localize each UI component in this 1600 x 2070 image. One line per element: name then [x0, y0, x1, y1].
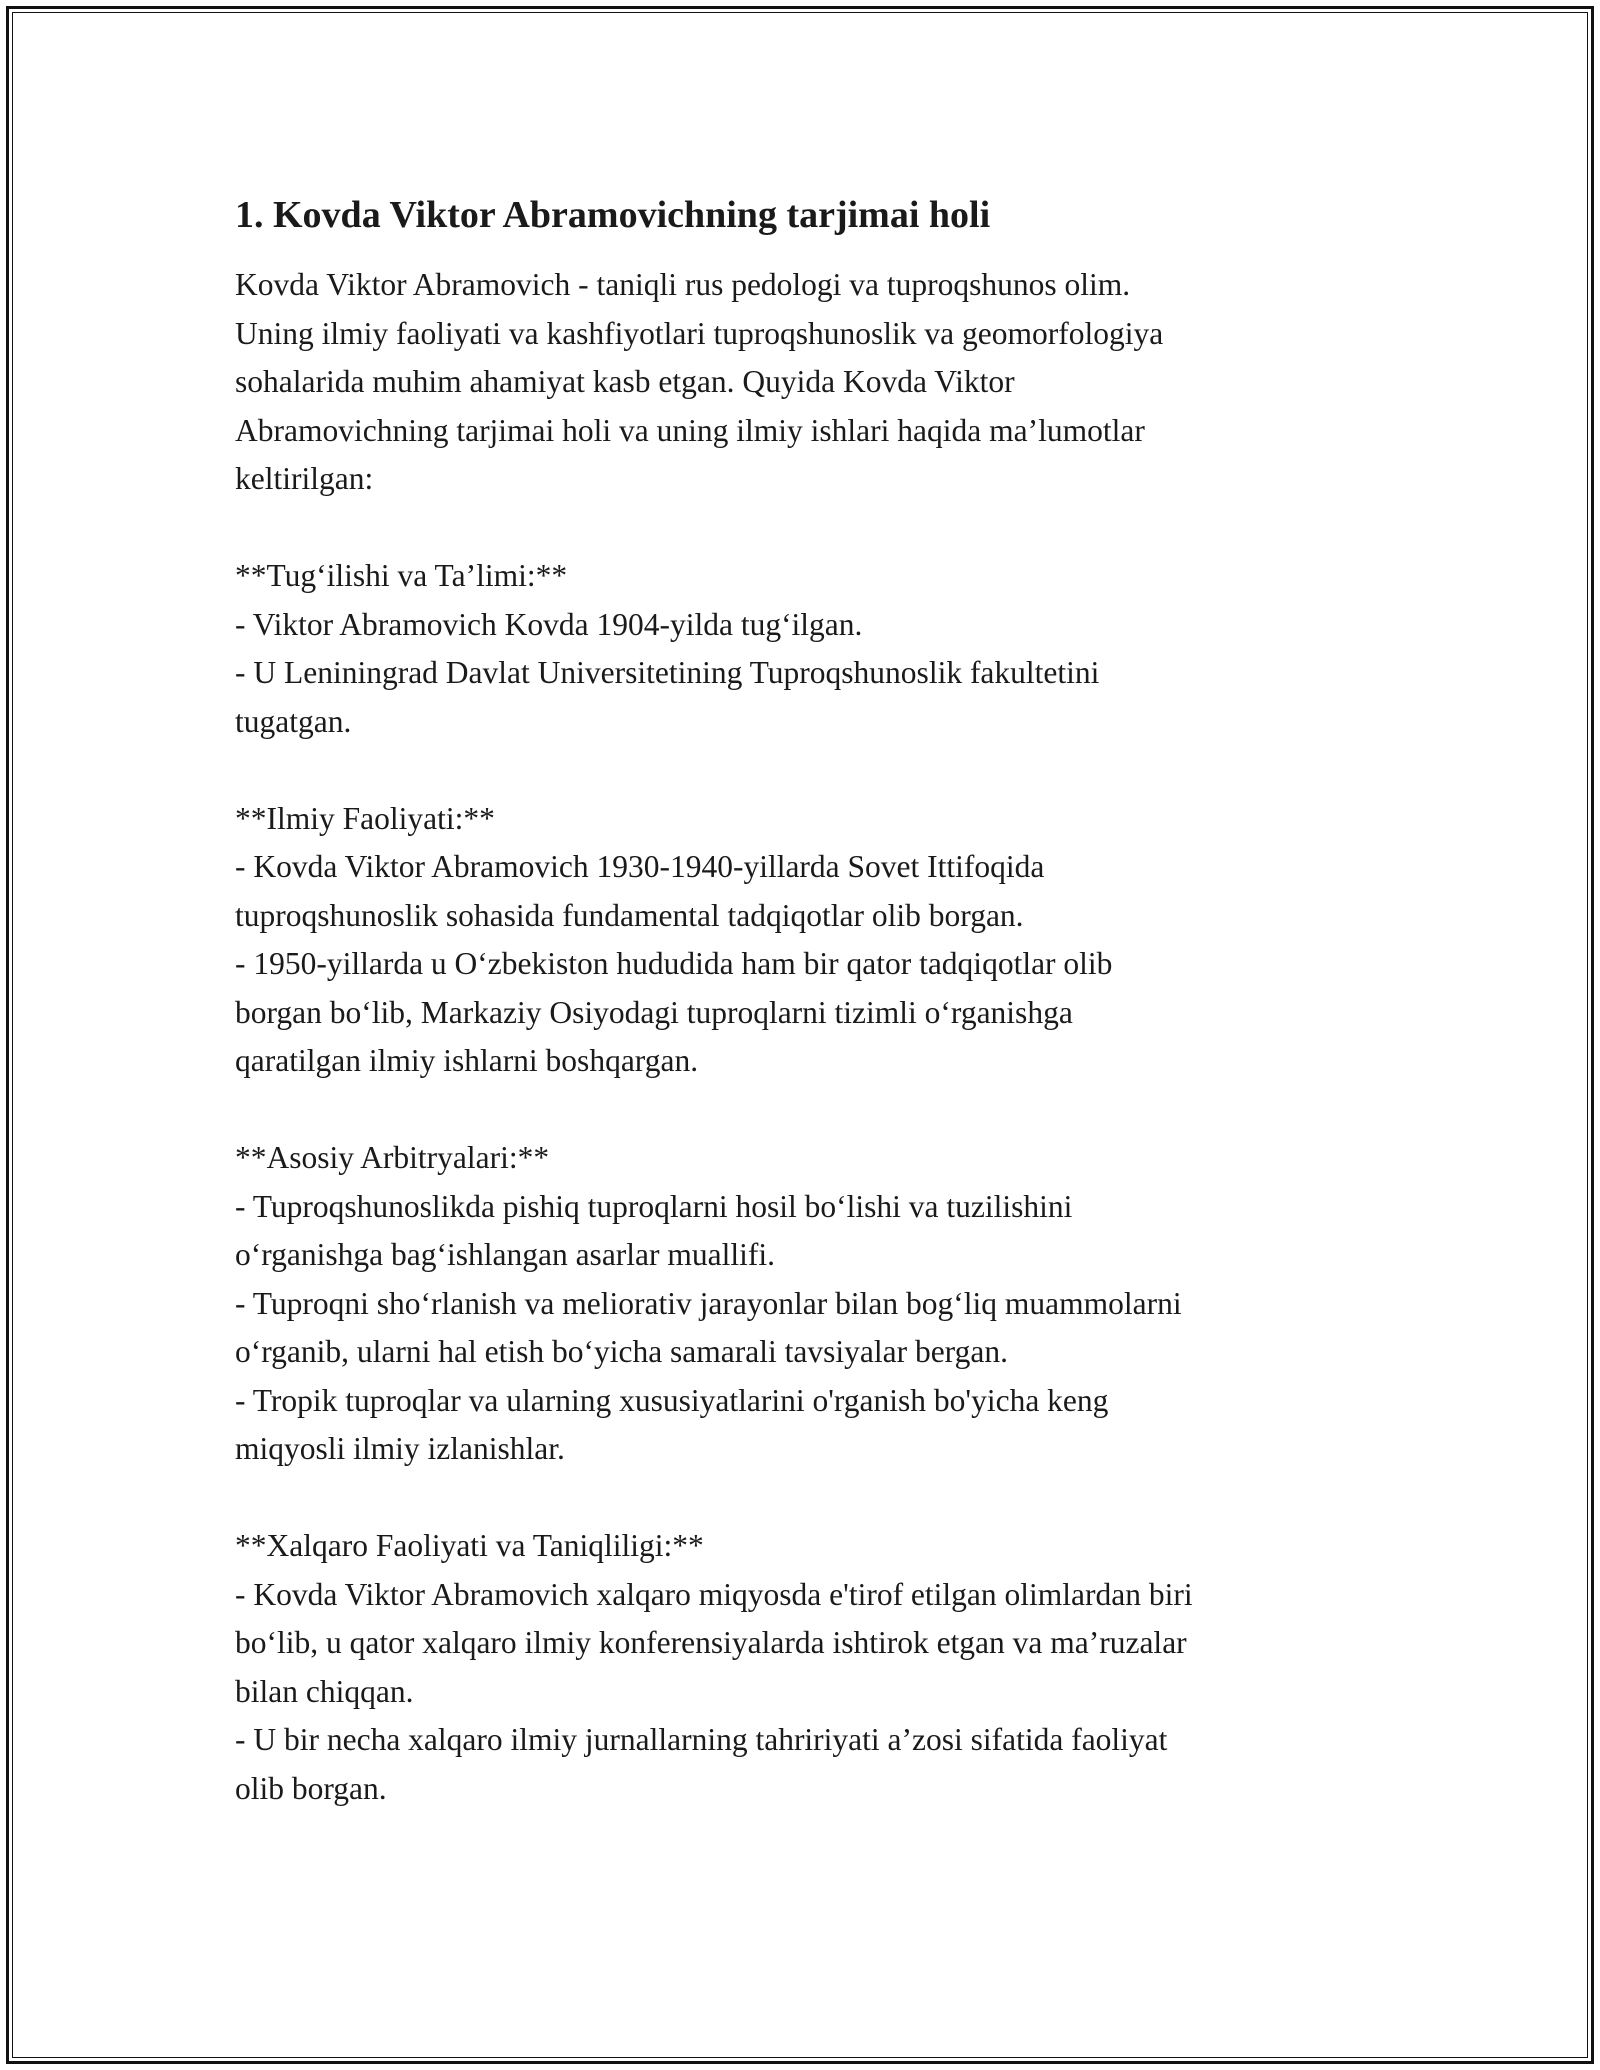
section-line: - Tuproqshunoslikda pishiq tuproqlarni hosil bo‘lishi va tuzilishini	[235, 1188, 1073, 1224]
section-line: - U Leniningrad Davlat Universitetining Tuproqshunoslik fakultetini	[235, 655, 1100, 690]
section-line: o‘rganishga bag‘ishlangan asarlar muallifi.	[235, 1237, 775, 1272]
intro-line: Abramovichning tarjimai holi va uning ilmiy ishlari haqida ma’lumotlar	[235, 412, 1145, 448]
section-main-works	[235, 1134, 1365, 1474]
section-heading: **Asosiy Arbitryalari:**	[235, 1140, 550, 1175]
section-line: - Kovda Viktor Abramovich 1930-1940-yillarda Sovet Ittifoqida	[235, 849, 1045, 884]
section-line: - U bir necha xalqaro ilmiy jurnallarning tahririyati a’zosi sifatida faoliyat	[235, 1722, 1168, 1757]
intro-line: keltirilgan:	[235, 461, 374, 496]
intro-line: Kovda Viktor Abramovich - taniqli rus pedologi va tuproqshunos olim.	[235, 267, 1131, 302]
section-line: o‘rganib, ularni hal etish bo‘yicha samarali tavsiyalar bergan.	[235, 1334, 1008, 1369]
document-title: 1. Kovda Viktor Abramovichning tarjimai holi	[235, 194, 991, 236]
document-body	[235, 187, 1365, 1813]
section-line: - Viktor Abramovich Kovda 1904-yilda tug‘ilgan.	[235, 606, 863, 642]
intro-line: sohalarida muhim ahamiyat kasb etgan. Quyida Kovda Viktor	[235, 364, 1015, 399]
section-line: tugatgan.	[235, 703, 352, 739]
section-line: - Kovda Viktor Abramovich xalqaro miqyosda e'tirof etilgan olimlardan biri	[235, 1576, 1193, 1612]
section-heading: **Ilmiy Faoliyati:**	[235, 800, 495, 836]
section-line: miqyosli ilmiy izlanishlar.	[235, 1431, 565, 1466]
section-line: - Tuproqni sho‘rlanish va meliorativ jarayonlar bilan bog‘liq muammolarni	[235, 1285, 1182, 1321]
section-heading: **Tug‘ilishi va Ta’limi:**	[235, 558, 568, 593]
section-line: bo‘lib, u qator xalqaro ilmiy konferensiyalarda ishtirok etgan va ma’ruzalar	[235, 1625, 1187, 1660]
intro-line: Uning ilmiy faoliyati va kashfiyotlari tuproqshunoslik va geomorfologiya	[235, 315, 1164, 351]
section-line: tuproqshunoslik sohasida fundamental tadqiqotlar olib borgan.	[235, 897, 1024, 933]
intro-paragraph	[235, 261, 1365, 504]
section-line: qaratilgan ilmiy ishlarni boshqargan.	[235, 1043, 699, 1078]
section-line: - Tropik tuproqlar va ularning xususiyatlarini o'rganish bo'yicha keng	[235, 1382, 1109, 1418]
section-line: borgan bo‘lib, Markaziy Osiyodagi tuproqlarni tizimli o‘rganishga	[235, 994, 1073, 1030]
section-birth-education	[235, 552, 1365, 746]
section-scientific-activity	[235, 795, 1365, 1086]
section-line: bilan chiqqan.	[235, 1673, 414, 1709]
section-line: - 1950-yillarda u O‘zbekiston hududida ham bir qator tadqiqotlar olib	[235, 946, 1113, 981]
section-international-activity	[235, 1522, 1365, 1813]
section-line: olib borgan.	[235, 1770, 387, 1806]
section-heading: **Xalqaro Faoliyati va Taniqliligi:**	[235, 1528, 704, 1563]
